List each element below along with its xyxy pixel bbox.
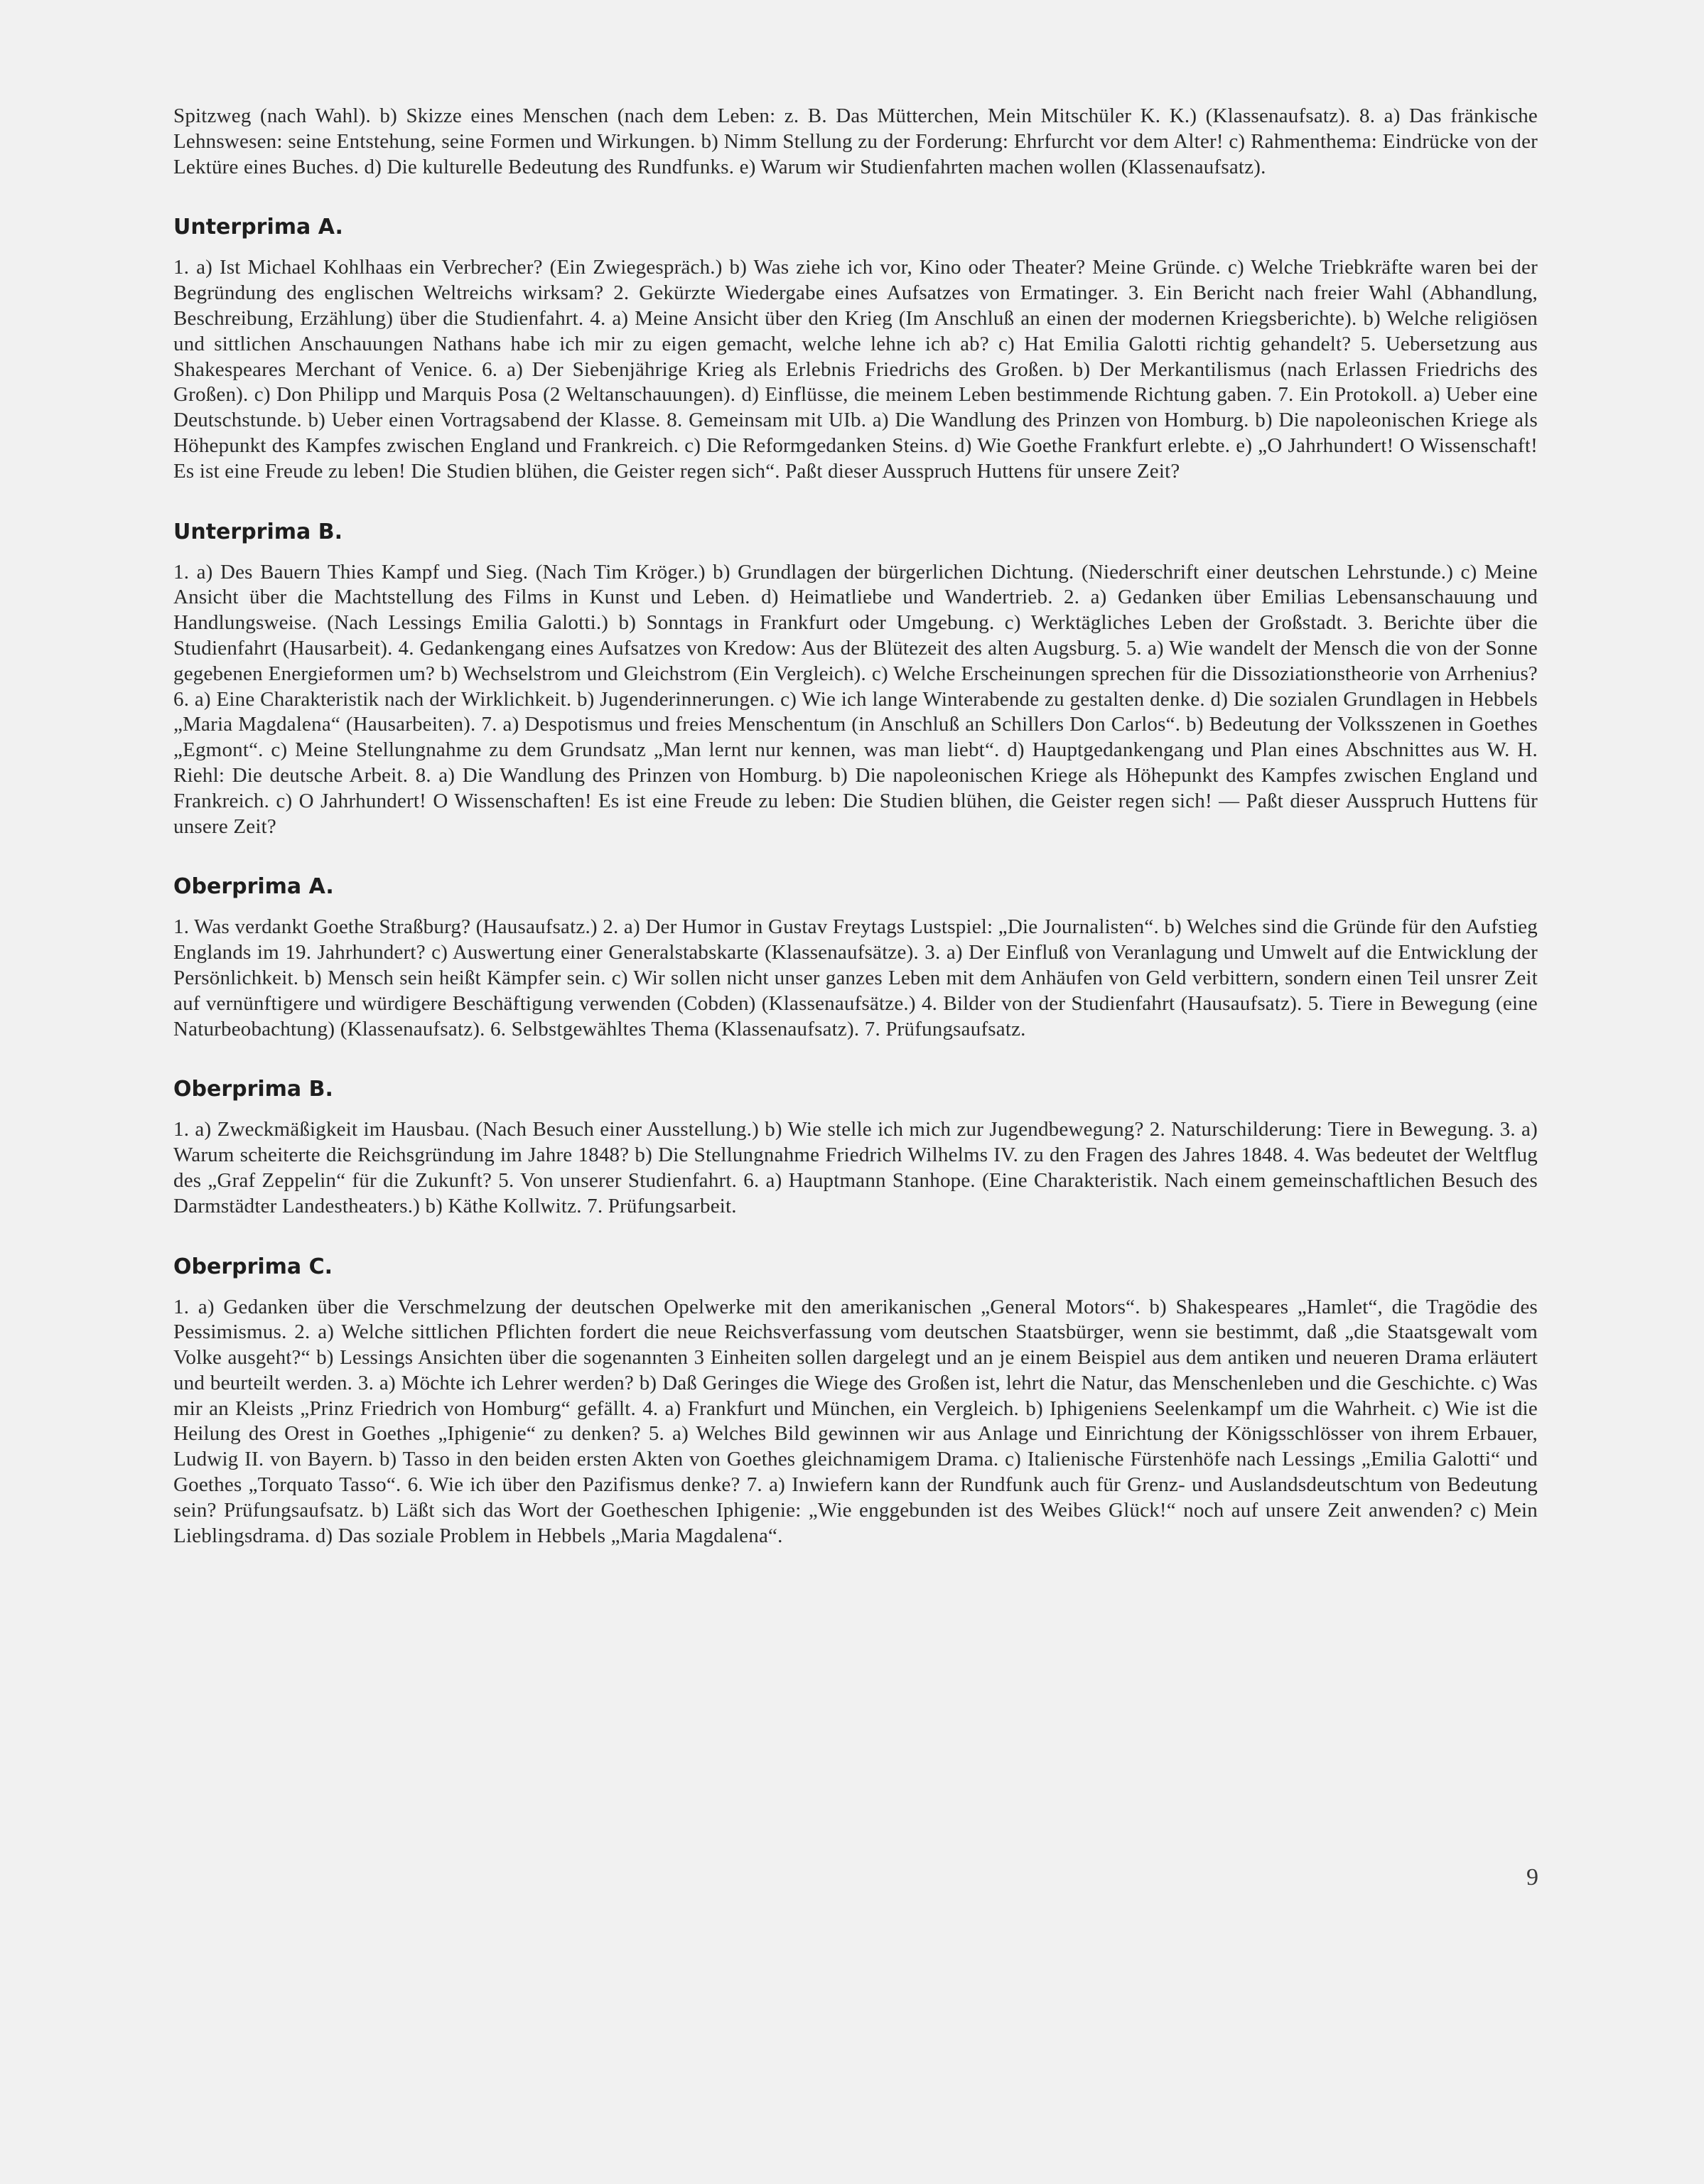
intro-paragraph: Spitzweg (nach Wahl). b) Skizze eines Menschen (nach dem Leben: z. B. Das Mütterchen, Mein Mitschüler K. K.) (Klassenaufsatz). 8. a) Das fränkische Lehnswesen: seine Entstehung, seine Formen und Wirkungen. b) Nimm Stellung zu der Forderung: Ehrfurcht vor dem Alter! c) Rahmenthema: Eindrücke von der Lektüre eines Buches. d) Die kulturelle Bedeutung des Rundfunks. e) Warum wir Studienfahrten machen wollen (Klassenaufsatz).	[173, 104, 1538, 178]
page-content	[173, 104, 1538, 1549]
section-text-unterprima-b: 1. a) Des Bauern Thies Kampf und Sieg. (Nach Tim Kröger.) b) Grundlagen der bürgerlichen Dichtung. (Niederschrift einer deutschen Lehrstunde.) c) Meine Ansicht über die Machtstellung des Films in Kunst und Leben. d) Heimatliebe und Wandertrieb. 2. a) Gedanken über Emilias Lebensanschauung und Handlungsweise. (Nach Lessings Emilia Galotti.) b) Sonntags in Frankfurt oder Umgebung. c) Werktägliches Leben der Großstadt. 3. Berichte über die Studienfahrt (Hausarbeit). 4. Gedankengang eines Aufsatzes von Kredow: Aus der Blütezeit des alten Augsburg. 5. a) Wie wandelt der Mensch die von der Sonne gegebenen Energieformen um? b) Wechselstrom und Gleichstrom (Ein Vergleich). c) Welche Erscheinungen sprechen für die Dissoziationstheorie von Arrhenius? 6. a) Eine Charakteristik nach der Wirklichkeit. b) Jugenderinnerungen. c) Wie ich lange Winterabende zu gestalten denke. d) Die sozialen Grundlagen in Hebbels „Maria Magdalena“ (Hausarbeiten). 7. a) Despotismus und freies Menschentum (in Anschluß an Schillers Don Carlos“. b) Bedeutung der Volksszenen in Goethes „Egmont“. c) Meine Stellungnahme zu dem Grundsatz „Man lernt nur kennen, was man liebt“. d) Hauptgedankengang und Plan eines Abschnittes aus W. H. Riehl: Die deutsche Arbeit. 8. a) Die Wandlung des Prinzen von Homburg. b) Die napoleonischen Kriege als Höhepunkt des Kampfes zwischen England und Frankreich. c) O Jahrhundert! O Wissenschaften! Es ist eine Freude zu leben: Die Studien blühen, die Geister regen sich! — Paßt dieser Ausspruch Huttens für unsere Zeit?	[173, 560, 1538, 838]
section-text-unterprima-a: 1. a) Ist Michael Kohlhaas ein Verbrecher? (Ein Zwiegespräch.) b) Was ziehe ich vor, Kino oder Theater? Meine Gründe. c) Welche Triebkräfte waren bei der Begründung des englischen Weltreichs wirksam? 2. Gekürzte Wiedergabe eines Aufsatzes von Ermatinger. 3. Ein Bericht nach freier Wahl (Abhandlung, Beschreibung, Erzählung) über die Studienfahrt. 4. a) Meine Ansicht über den Krieg (Im Anschluß an einen der modernen Kriegsberichte). b) Welche religiösen und sittlichen Anschauungen Nathans habe ich mir zu eigen gemacht, welche lehne ich ab? c) Hat Emilia Galotti richtig gehandelt? 5. Uebersetzung aus Shakespeares Merchant of Venice. 6. a) Der Siebenjährige Krieg als Erlebnis Friedrichs des Großen. b) Der Merkantilismus (nach Erlassen Friedrichs des Großen). c) Don Philipp und Marquis Posa (2 Weltanschauungen). d) Einflüsse, die meinem Leben bestimmende Richtung gaben. 7. Ein Protokoll. a) Ueber eine Deutschstunde. b) Ueber einen Vortragsabend der Klasse. 8. Gemeinsam mit UIb. a) Die Wandlung des Prinzen von Homburg. b) Die napoleonischen Kriege als Höhepunkt des Kampfes zwischen England und Frankreich. c) Die Reformgedanken Steins. d) Wie Goethe Frankfurt erlebte. e) „O Jahrhundert! O Wissenschaft! Es ist eine Freude zu leben! Die Studien blühen, die Geister regen sich“. Paßt dieser Ausspruch Huttens für unsere Zeit?	[173, 256, 1538, 483]
section-heading-unterprima-a: Unterprima A.	[173, 215, 343, 240]
section-text-oberprima-a: 1. Was verdankt Goethe Straßburg? (Hausaufsatz.) 2. a) Der Humor in Gustav Freytags Lustspiel: „Die Journalisten“. b) Welches sind die Gründe für den Aufstieg Englands im 19. Jahrhundert? c) Auswertung einer Generalstabskarte (Klassenaufsätze). 3. a) Der Einfluß von Veranlagung und Umwelt auf die Entwicklung der Persönlichkeit. b) Mensch sein heißt Kämpfer sein. c) Wir sollen nicht unser ganzes Leben mit dem Anhäufen von Geld verbittern, sondern einen Teil unsrer Zeit auf vernünftigere und würdigere Beschäftigung verwenden (Cobden) (Klassenaufsätze.) 4. Bilder von der Studienfahrt (Hausaufsatz). 5. Tiere in Bewegung (eine Naturbeobachtung) (Klassenaufsatz). 6. Selbstgewähltes Thema (Klassenaufsatz). 7. Prüfungsaufsatz.	[173, 915, 1538, 1040]
section-text-oberprima-c: 1. a) Gedanken über die Verschmelzung der deutschen Opelwerke mit den amerikanischen „General Motors“. b) Shakespeares „Hamlet“, die Tragödie des Pessimismus. 2. a) Welche sittlichen Pflichten fordert die neue Reichsverfassung vom deutschen Staatsbürger, wenn sie bestimmt, daß „die Staatsgewalt vom Volke ausgeht?“ b) Lessings Ansichten über die sogenannten 3 Einheiten sollen dargelegt und an je einem Beispiel aus dem antiken und neueren Drama erläutert und beurteilt werden. 3. a) Möchte ich Lehrer werden? b) Daß Geringes die Wiege des Großen ist, lehrt die Natur, das Menschenleben und die Geschichte. c) Was mir an Kleists „Prinz Friedrich von Homburg“ gefällt. 4. a) Frankfurt und München, ein Vergleich. b) Iphigeniens Seelenkampf um die Wahrheit. c) Wie ist die Heilung des Orest in Goethes „Iphigenie“ zu denken? 5. a) Welches Bild gewinnen wir aus Anlage und Einrichtung der Königsschlösser von ihrem Erbauer, Ludwig II. von Bayern. b) Tasso in den beiden ersten Akten von Goethes gleichnamigem Drama. c) Italienische Fürstenhöfe nach Lessings „Emilia Galotti“ und Goethes „Torquato Tasso“. 6. Wie ich über den Pazifismus denke? 7. a) Inwiefern kann der Rundfunk auch für Grenz- und Auslandsdeutschtum von Bedeutung sein? Prüfungsaufsatz. b) Läßt sich das Wort der Goetheschen Iphigenie: „Wie enggebunden ist des Weibes Glück!“ noch auf unsere Zeit anwenden? c) Mein Lieblingsdrama. d) Das soziale Problem in Hebbels „Maria Magdalena“.	[173, 1295, 1538, 1547]
section-text-oberprima-b: 1. a) Zweckmäßigkeit im Hausbau. (Nach Besuch einer Ausstellung.) b) Wie stelle ich mich zur Jugendbewegung? 2. Naturschilderung: Tiere in Bewegung. 3. a) Warum scheiterte die Reichsgründung im Jahre 1848? b) Die Stellungnahme Friedrich Wilhelms IV. zu den Fragen des Jahres 1848. 4. Was bedeutet der Weltflug des „Graf Zeppelin“ für die Zukunft? 5. Von unserer Studienfahrt. 6. a) Hauptmann Stanhope. (Eine Charakteristik. Nach einem gemeinschaftlichen Besuch des Darmstädter Landestheaters.) b) Käthe Kollwitz. 7. Prüfungsarbeit.	[173, 1118, 1538, 1217]
page-number: 9	[1526, 1864, 1538, 1890]
section-heading-oberprima-b: Oberprima B.	[173, 1077, 333, 1102]
section-heading-oberprima-a: Oberprima A.	[173, 874, 334, 900]
section-heading-oberprima-c: Oberprima C.	[173, 1254, 333, 1279]
section-heading-unterprima-b: Unterprima B.	[173, 519, 343, 544]
